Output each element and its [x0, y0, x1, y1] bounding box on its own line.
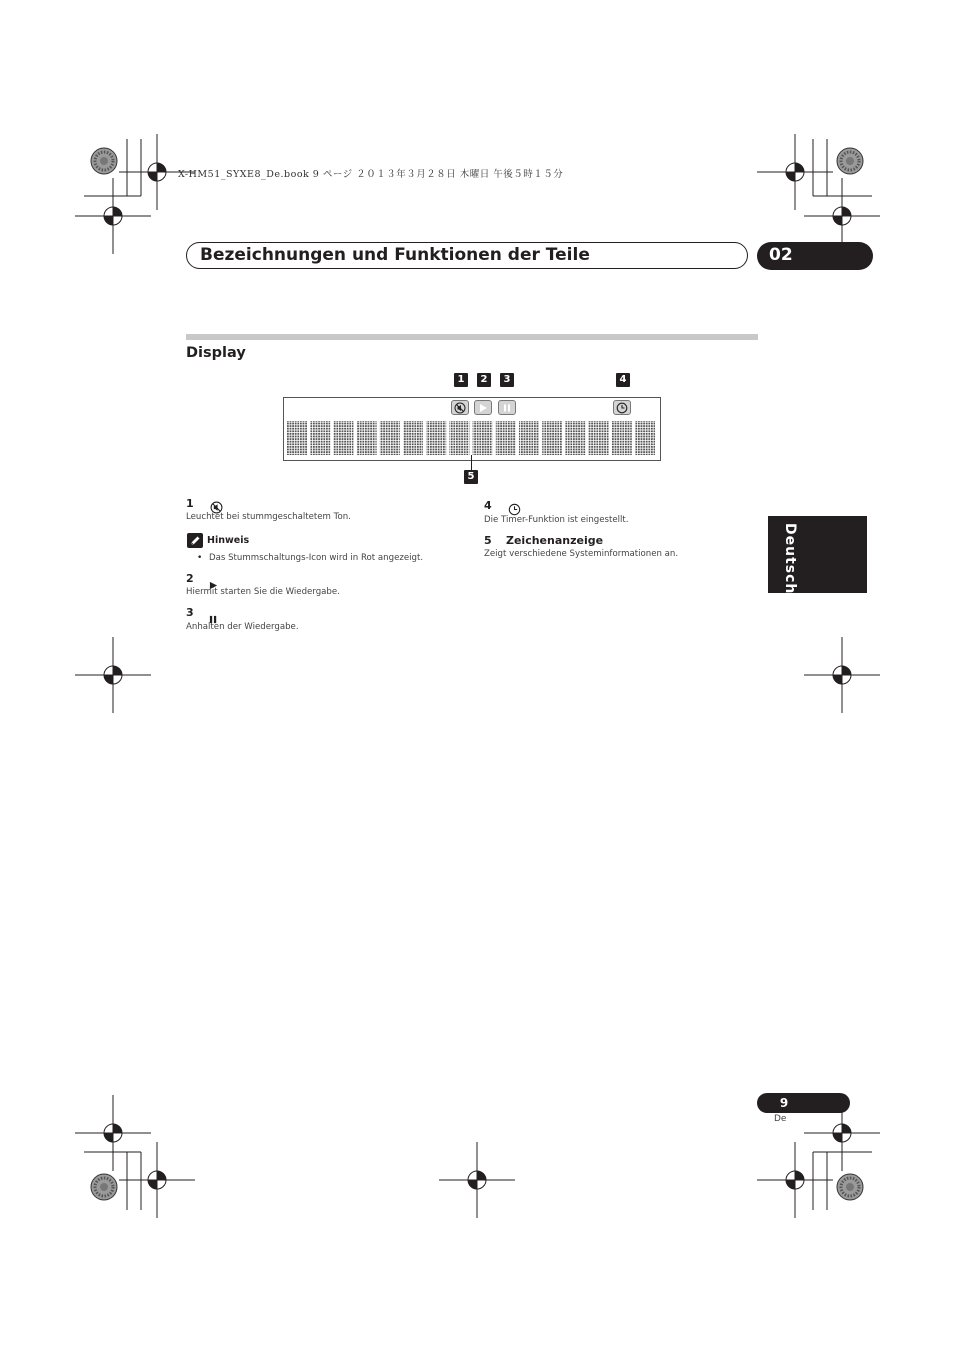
page-language-code: De — [774, 1114, 787, 1124]
item-3-description: Anhalten der Wiedergabe. — [186, 622, 299, 632]
chapter-title: Bezeichnungen und Funktionen der Teile — [200, 245, 590, 265]
character-cell — [565, 421, 585, 455]
registration-mark-icon — [439, 1142, 515, 1218]
character-cell — [589, 421, 609, 455]
character-cell — [542, 421, 562, 455]
registration-mark-icon — [119, 1142, 195, 1218]
character-cell — [403, 421, 423, 455]
file-info-header: X-HM51_SYXE8_De.book 9 ページ ２０１３年３月２８日 木曜日 午後５時１５分 — [178, 169, 564, 180]
character-cell — [287, 421, 307, 455]
hint-icon — [187, 533, 203, 548]
page-number: 9 — [779, 1096, 789, 1110]
callout-1: 1 — [454, 373, 468, 387]
star-target-icon — [91, 1174, 117, 1200]
registration-mark-icon — [75, 178, 151, 254]
star-target-icon — [837, 1174, 863, 1200]
pause-icon — [498, 400, 516, 415]
item-4-number: 4 — [484, 499, 492, 512]
item-4-description: Die Timer-Funktion ist eingestellt. — [484, 515, 629, 525]
item-1-description: Leuchtet bei stummgeschaltetem Ton. — [186, 512, 351, 522]
star-target-icon — [91, 148, 117, 174]
star-target-icon — [837, 148, 863, 174]
character-cell — [333, 421, 353, 455]
hint-text: Das Stummschaltungs-Icon wird in Rot angezeigt. — [209, 553, 424, 563]
character-cell — [380, 421, 400, 455]
hint-label: Hinweis — [207, 535, 250, 546]
play-icon — [474, 400, 492, 415]
character-cell — [519, 421, 539, 455]
callout-5: 5 — [464, 470, 478, 484]
mute-icon — [451, 400, 469, 415]
item-5-description: Zeigt verschiedene Systeminformationen an. — [484, 549, 679, 559]
registration-mark-icon — [757, 1142, 833, 1218]
timer-icon — [613, 400, 631, 415]
character-cell — [310, 421, 330, 455]
item-3-number: 3 — [186, 606, 194, 619]
callout-leader-line — [471, 455, 472, 470]
item-2-description: Hiermit starten Sie die Wiedergabe. — [186, 587, 340, 597]
dot-matrix-character-display — [287, 420, 659, 456]
registration-mark-icon — [804, 637, 880, 713]
hint-bullet: • — [197, 553, 203, 563]
character-cell — [449, 421, 469, 455]
item-5-title: Zeichenanzeige — [506, 534, 604, 547]
item-1-number: 1 — [186, 497, 194, 510]
registration-mark-icon — [75, 1095, 151, 1171]
character-cell — [635, 421, 655, 455]
character-cell — [612, 421, 632, 455]
registration-mark-icon — [757, 134, 833, 210]
character-cell — [426, 421, 446, 455]
chapter-number: 02 — [769, 245, 793, 265]
language-tab-label: Deutsch — [782, 523, 798, 595]
character-cell — [473, 421, 493, 455]
item-2-number: 2 — [186, 572, 194, 585]
section-title: Display — [186, 345, 246, 361]
callout-4: 4 — [616, 373, 630, 387]
callout-2: 2 — [477, 373, 491, 387]
character-cell — [496, 421, 516, 455]
callout-3: 3 — [500, 373, 514, 387]
character-cell — [357, 421, 377, 455]
registration-mark-icon — [75, 637, 151, 713]
item-5-number: 5 — [484, 534, 492, 547]
section-rule — [186, 334, 758, 340]
